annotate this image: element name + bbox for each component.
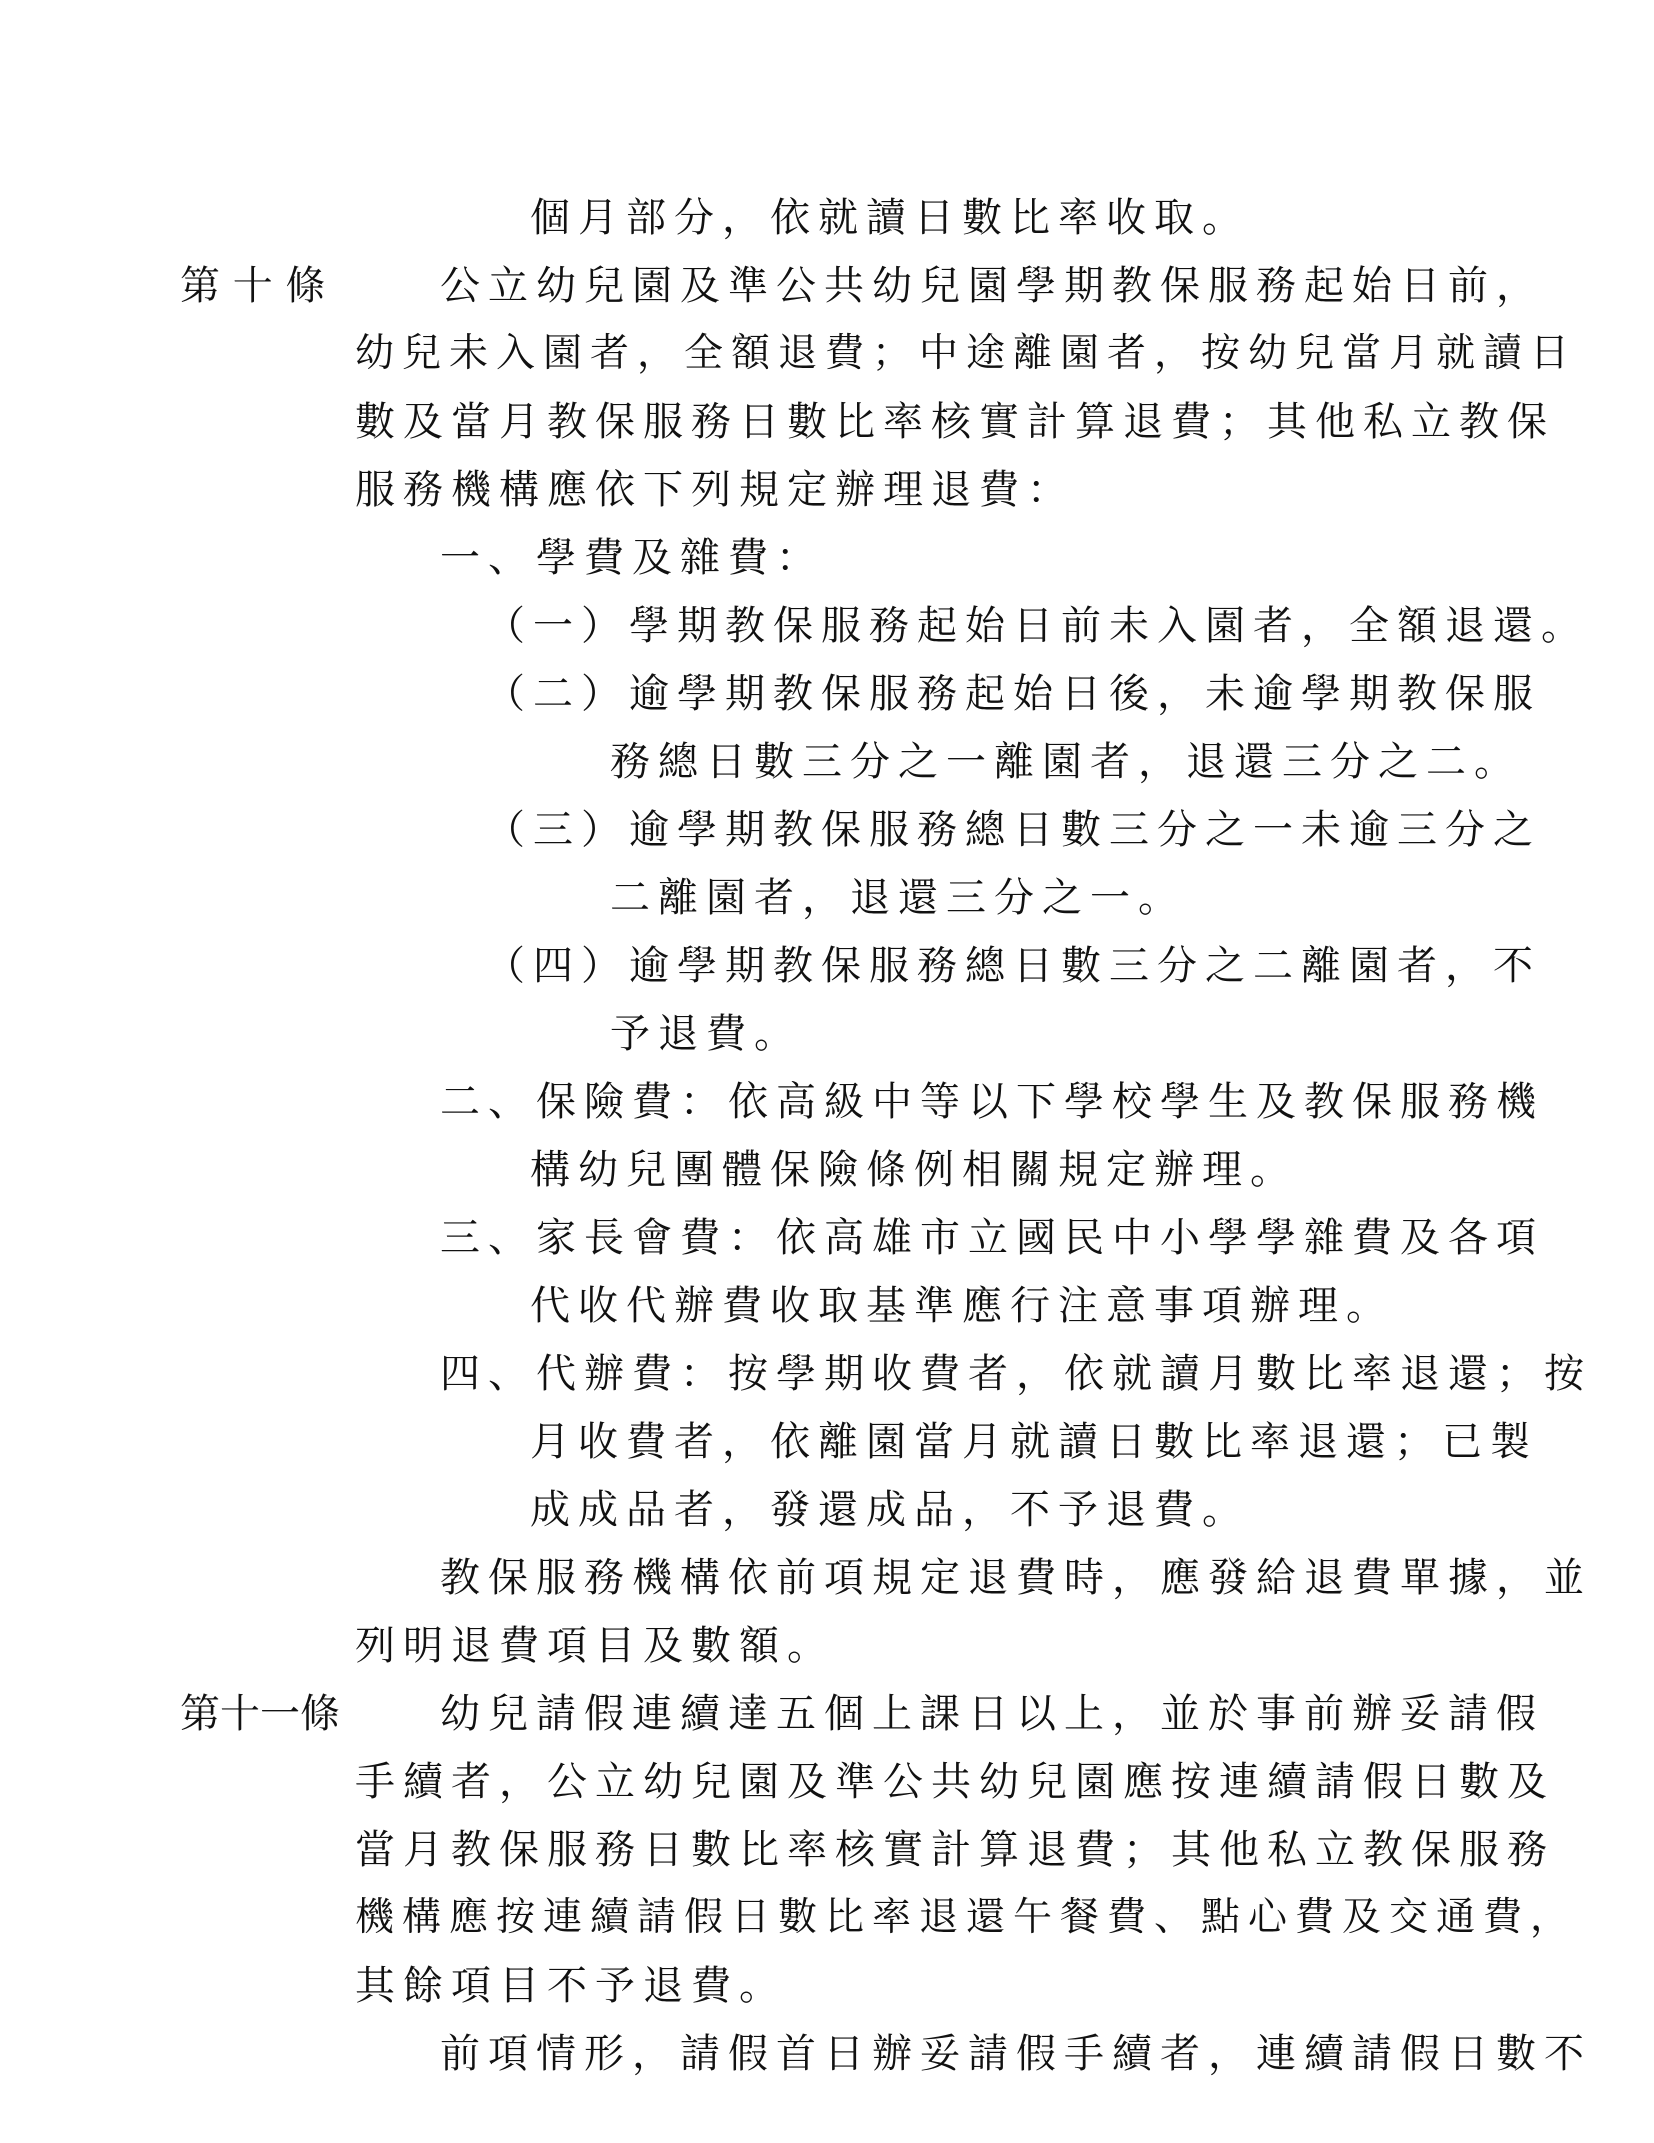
text-line: 月收費者，依離園當月就讀日數比率退還；已製 xyxy=(530,1419,1538,1465)
list-item: 二、保險費：依高級中等以下學校學生及教保服務機 xyxy=(440,1079,1544,1125)
text-line: 幼兒未入園者，全額退費；中途離園者，按幼兒當月就讀日 xyxy=(355,331,1578,376)
text-line: 二離園者，退還三分之一。 xyxy=(610,875,1186,921)
text-line: 其餘項目不予退費。 xyxy=(355,1963,787,2009)
text-line: 前項情形，請假首日辦妥請假手續者，連續請假日數不 xyxy=(440,2031,1592,2077)
text-line: 個月部分，依就讀日數比率收取。 xyxy=(530,195,1250,241)
sub-list-item: （三）逾學期教保服務總日數三分之一未逾三分之 xyxy=(485,807,1541,853)
text-line: 幼兒請假連續達五個上課日以上，並於事前辦妥請假 xyxy=(440,1691,1544,1737)
sub-list-item: （四）逾學期教保服務總日數三分之二離園者，不 xyxy=(485,943,1541,989)
article-label: 第 十 條 xyxy=(180,263,326,309)
article-label: 第十一條 xyxy=(180,1691,340,1737)
text-line: 列明退費項目及數額。 xyxy=(355,1623,835,1669)
text-line: 務總日數三分之一離園者，退還三分之二。 xyxy=(610,739,1522,785)
list-item: 一、學費及雜費： xyxy=(440,535,824,581)
text-line: 當月教保服務日數比率核實計算退費；其他私立教保服務 xyxy=(355,1827,1555,1873)
text-line: 機構應按連續請假日數比率退還午餐費、點心費及交通費， xyxy=(355,1895,1578,1940)
text-line: 教保服務機構依前項規定退費時，應發給退費單據，並 xyxy=(440,1555,1592,1601)
list-item: 三、家長會費：依高雄市立國民中小學學雜費及各項 xyxy=(440,1215,1544,1261)
list-item: 四、代辦費：按學期收費者，依就讀月數比率退還；按 xyxy=(440,1351,1592,1397)
text-line: 予退費。 xyxy=(610,1011,802,1057)
sub-list-item: （二）逾學期教保服務起始日後，未逾學期教保服 xyxy=(485,671,1541,717)
sub-list-item: （一）學期教保服務起始日前未入園者，全額退還。 xyxy=(485,603,1589,649)
text-line: 公立幼兒園及準公共幼兒園學期教保服務起始日前， xyxy=(440,263,1544,309)
text-line: 構幼兒團體保險條例相關規定辦理。 xyxy=(530,1147,1298,1193)
text-line: 數及當月教保服務日數比率核實計算退費；其他私立教保 xyxy=(355,399,1555,445)
text-line: 代收代辦費收取基準應行注意事項辦理。 xyxy=(530,1283,1394,1329)
text-line: 服務機構應依下列規定辦理退費： xyxy=(355,467,1075,513)
text-line: 手續者，公立幼兒園及準公共幼兒園應按連續請假日數及 xyxy=(355,1759,1555,1805)
text-line: 成成品者，發還成品，不予退費。 xyxy=(530,1487,1250,1533)
